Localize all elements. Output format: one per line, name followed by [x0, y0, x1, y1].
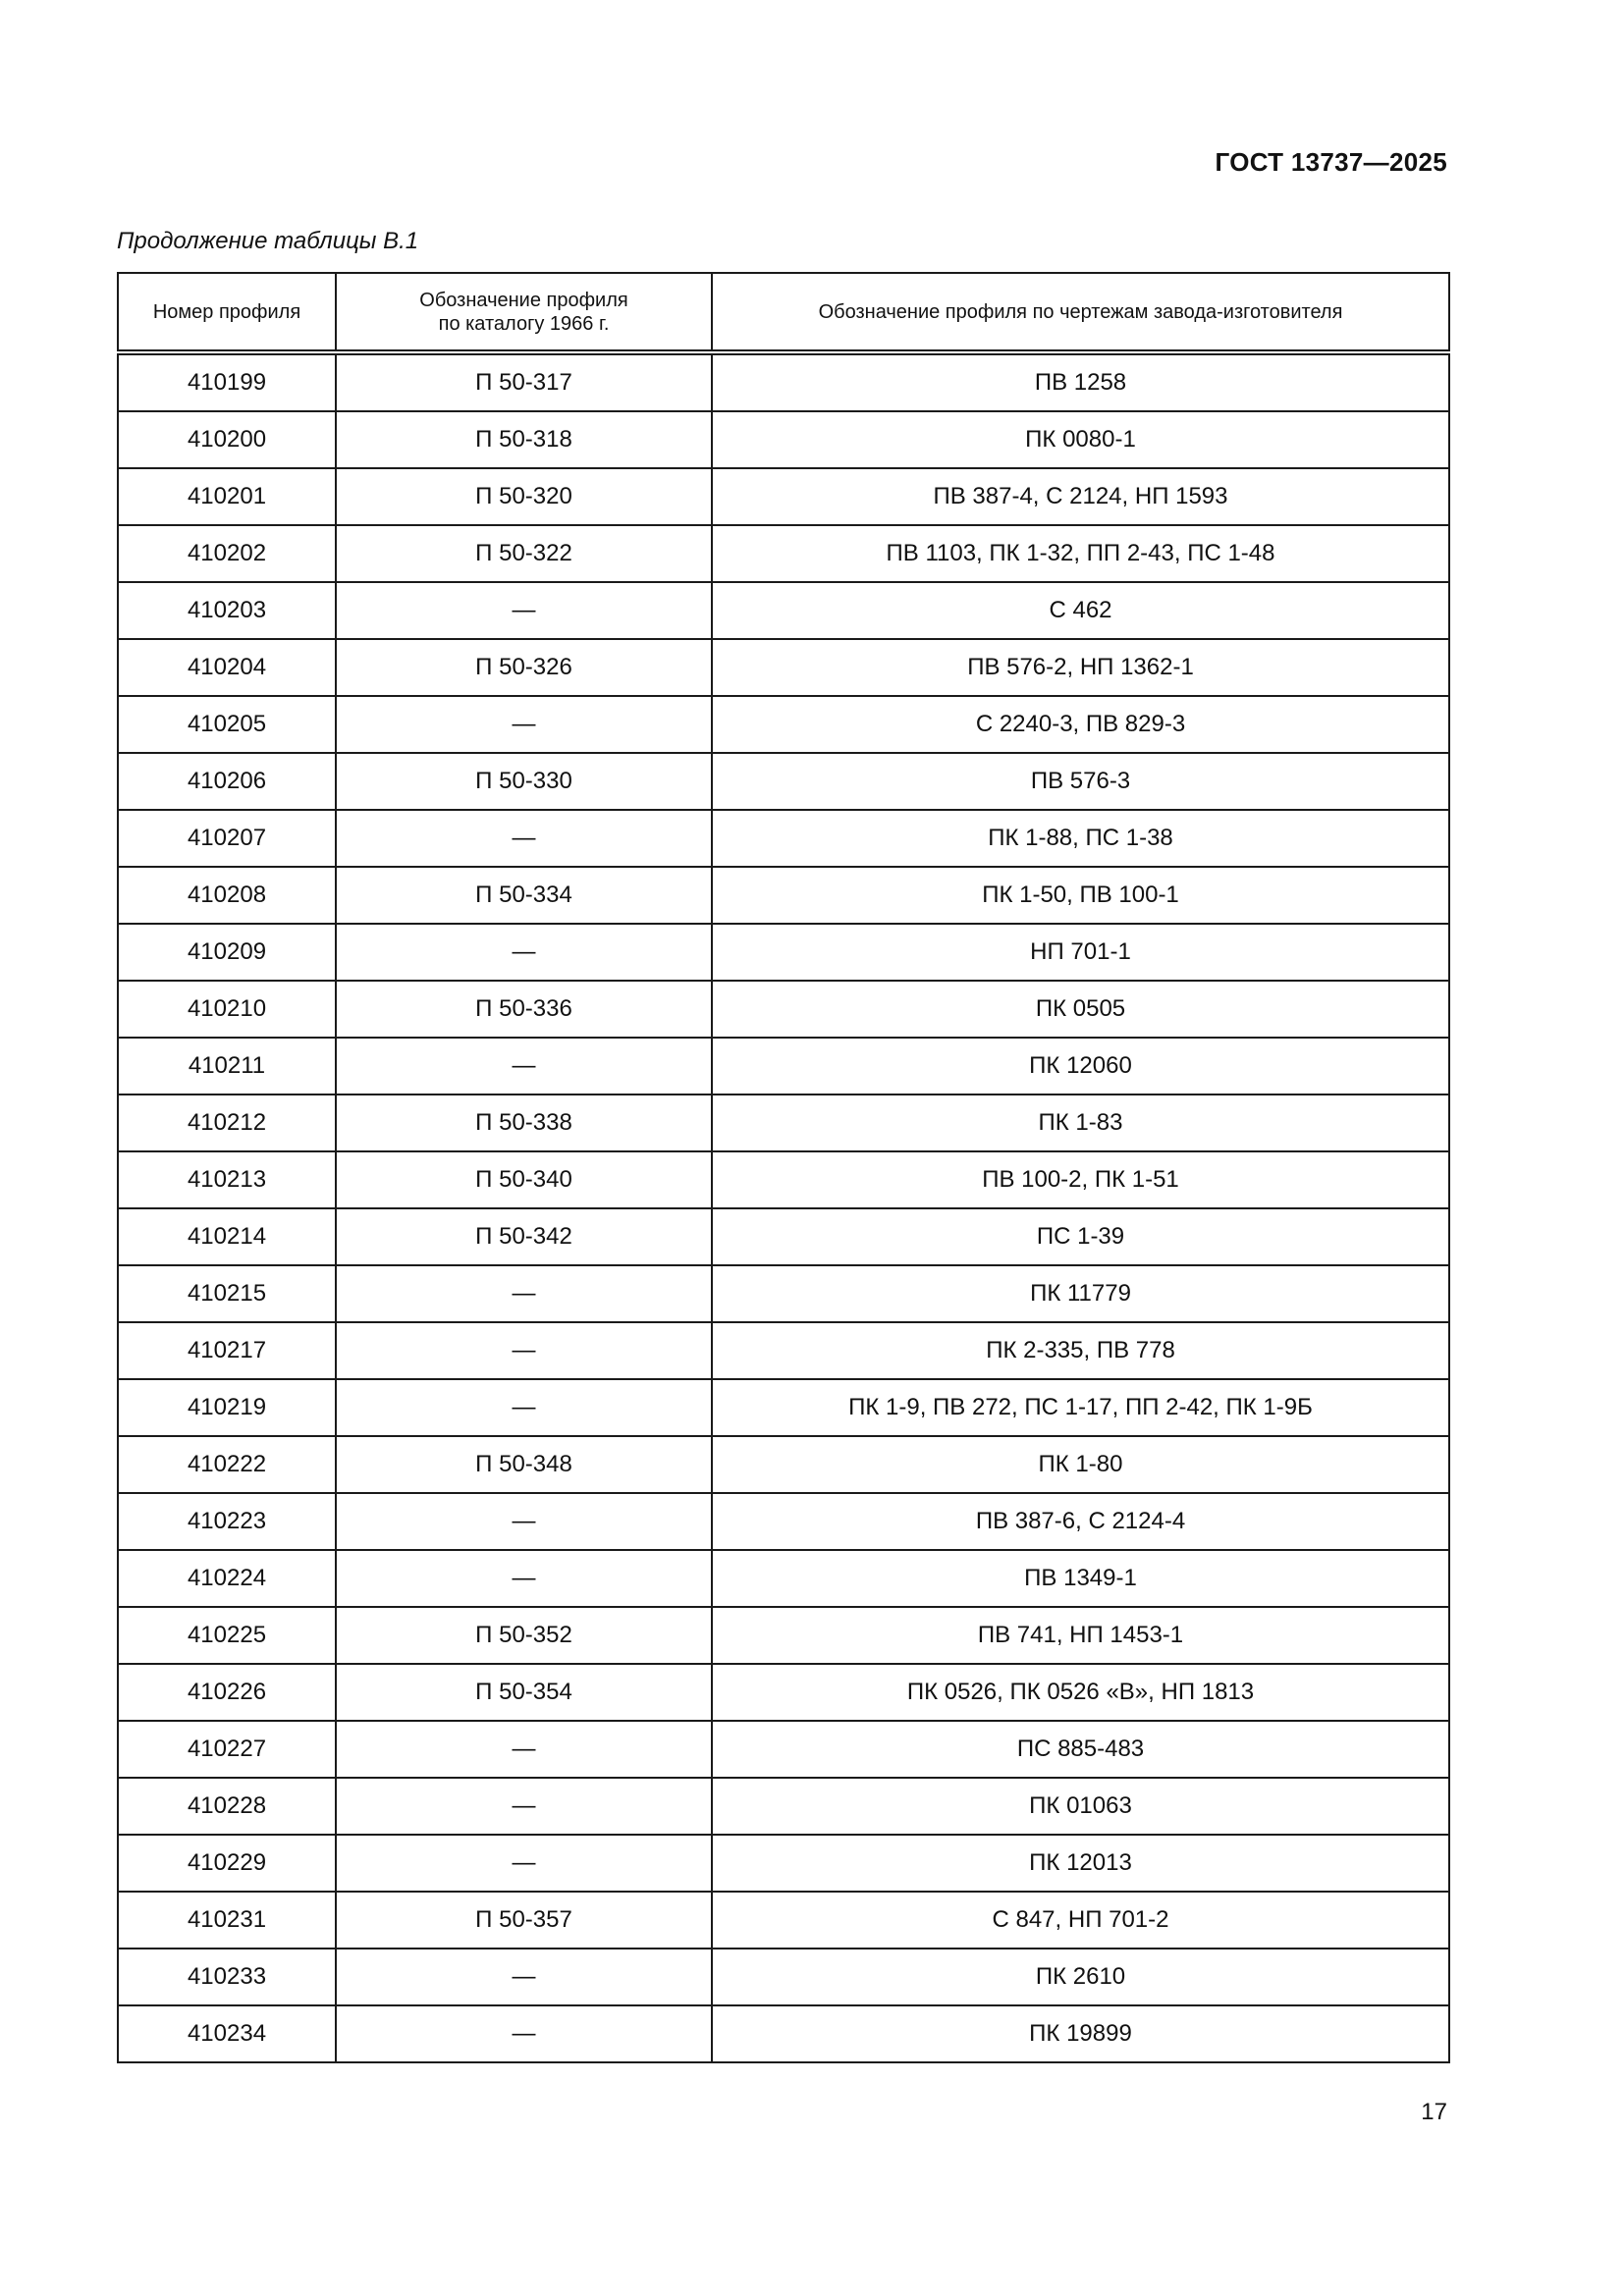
- table-row: [118, 696, 1449, 753]
- factory-designation-cell: ПК 1-9, ПВ 272, ПС 1-17, ПП 2-42, ПК 1-9Б: [712, 1379, 1449, 1436]
- factory-designation-cell: ПВ 387-6, С 2124-4: [712, 1493, 1449, 1550]
- factory-designation-cell: ПВ 576-3: [712, 753, 1449, 810]
- factory-designation-cell: С 847, НП 701-2: [712, 1892, 1449, 1949]
- catalog-designation-cell: —: [336, 924, 712, 981]
- catalog-designation-cell: П 50-352: [336, 1607, 712, 1664]
- table-row: [118, 468, 1449, 525]
- profile-number-cell: 410200: [118, 411, 336, 468]
- catalog-designation-cell: П 50-326: [336, 639, 712, 696]
- table-row: [118, 1095, 1449, 1151]
- table-row: [118, 639, 1449, 696]
- factory-designation-cell: ПК 1-80: [712, 1436, 1449, 1493]
- factory-designation-cell: ПК 1-83: [712, 1095, 1449, 1151]
- factory-designation-cell: ПК 12060: [712, 1038, 1449, 1095]
- profiles-table: [117, 272, 1450, 2063]
- table-caption: Продолжение таблицы В.1: [117, 228, 419, 254]
- profile-number-cell: 410229: [118, 1835, 336, 1892]
- factory-designation-cell: ПВ 1258: [712, 352, 1449, 411]
- profile-number-cell: 410201: [118, 468, 336, 525]
- factory-designation-cell: ПК 0080-1: [712, 411, 1449, 468]
- profile-number-cell: 410224: [118, 1550, 336, 1607]
- table-row: [118, 1038, 1449, 1095]
- table-header-row: [118, 273, 1449, 352]
- profile-number-cell: 410234: [118, 2005, 336, 2062]
- catalog-designation-cell: —: [336, 2005, 712, 2062]
- factory-designation-cell: ПК 0526, ПК 0526 «В», НП 1813: [712, 1664, 1449, 1721]
- profile-number-cell: 410226: [118, 1664, 336, 1721]
- catalog-designation-cell: П 50-320: [336, 468, 712, 525]
- factory-designation-cell: ПК 12013: [712, 1835, 1449, 1892]
- profile-number-cell: 410223: [118, 1493, 336, 1550]
- profile-number-cell: 410208: [118, 867, 336, 924]
- profile-number-cell: 410202: [118, 525, 336, 582]
- table-row: [118, 1892, 1449, 1949]
- factory-designation-cell: ПС 1-39: [712, 1208, 1449, 1265]
- document-code: ГОСТ 13737—2025: [1215, 147, 1447, 177]
- catalog-designation-cell: —: [336, 1322, 712, 1379]
- profile-number-cell: 410225: [118, 1607, 336, 1664]
- profile-number-cell: 410199: [118, 352, 336, 411]
- profile-number-cell: 410209: [118, 924, 336, 981]
- factory-designation-cell: ПВ 576-2, НП 1362-1: [712, 639, 1449, 696]
- factory-designation-cell: НП 701-1: [712, 924, 1449, 981]
- factory-designation-cell: ПК 2-335, ПВ 778: [712, 1322, 1449, 1379]
- table-row: [118, 582, 1449, 639]
- factory-designation-cell: ПВ 387-4, С 2124, НП 1593: [712, 468, 1449, 525]
- table-row: [118, 2005, 1449, 2062]
- catalog-designation-cell: П 50-317: [336, 352, 712, 411]
- factory-designation-cell: ПК 19899: [712, 2005, 1449, 2062]
- catalog-designation-cell: П 50-322: [336, 525, 712, 582]
- table-row: [118, 411, 1449, 468]
- table-row: [118, 1265, 1449, 1322]
- table-row: [118, 924, 1449, 981]
- catalog-designation-cell: П 50-348: [336, 1436, 712, 1493]
- table-row: [118, 1835, 1449, 1892]
- catalog-designation-cell: П 50-340: [336, 1151, 712, 1208]
- profile-number-cell: 410214: [118, 1208, 336, 1265]
- profile-number-cell: 410233: [118, 1949, 336, 2005]
- table-row: [118, 1493, 1449, 1550]
- factory-designation-cell: ПВ 741, НП 1453-1: [712, 1607, 1449, 1664]
- factory-designation-cell: ПК 2610: [712, 1949, 1449, 2005]
- catalog-designation-cell: —: [336, 810, 712, 867]
- table-row: [118, 1208, 1449, 1265]
- factory-designation-cell: ПК 0505: [712, 981, 1449, 1038]
- profile-number-cell: 410203: [118, 582, 336, 639]
- table-row: [118, 1949, 1449, 2005]
- factory-designation-cell: ПК 01063: [712, 1778, 1449, 1835]
- table-row: [118, 1550, 1449, 1607]
- catalog-designation-cell: П 50-354: [336, 1664, 712, 1721]
- catalog-designation-cell: П 50-318: [336, 411, 712, 468]
- catalog-designation-cell: —: [336, 696, 712, 753]
- catalog-designation-cell: —: [336, 1038, 712, 1095]
- table-row: [118, 525, 1449, 582]
- profile-number-cell: 410228: [118, 1778, 336, 1835]
- table-row: [118, 810, 1449, 867]
- catalog-designation-cell: П 50-336: [336, 981, 712, 1038]
- catalog-designation-cell: П 50-334: [336, 867, 712, 924]
- catalog-designation-cell: —: [336, 1379, 712, 1436]
- catalog-designation-cell: —: [336, 1265, 712, 1322]
- table-body: [118, 352, 1449, 2062]
- factory-designation-cell: ПС 885-483: [712, 1721, 1449, 1778]
- catalog-designation-cell: —: [336, 1550, 712, 1607]
- catalog-designation-cell: —: [336, 1721, 712, 1778]
- table-row: [118, 1664, 1449, 1721]
- table-row: [118, 981, 1449, 1038]
- profile-number-cell: 410207: [118, 810, 336, 867]
- page-number: 17: [1421, 2099, 1447, 2125]
- table-row: [118, 1151, 1449, 1208]
- factory-designation-cell: ПК 1-50, ПВ 100-1: [712, 867, 1449, 924]
- profile-number-cell: 410222: [118, 1436, 336, 1493]
- factory-designation-cell: ПВ 1103, ПК 1-32, ПП 2-43, ПС 1-48: [712, 525, 1449, 582]
- profile-number-cell: 410212: [118, 1095, 336, 1151]
- table-row: [118, 1607, 1449, 1664]
- catalog-designation-cell: П 50-338: [336, 1095, 712, 1151]
- profile-number-cell: 410210: [118, 981, 336, 1038]
- profile-number-cell: 410206: [118, 753, 336, 810]
- table-row: [118, 1721, 1449, 1778]
- profile-number-cell: 410231: [118, 1892, 336, 1949]
- profile-number-cell: 410213: [118, 1151, 336, 1208]
- profile-number-cell: 410204: [118, 639, 336, 696]
- table-row: [118, 352, 1449, 411]
- catalog-designation-cell: —: [336, 1835, 712, 1892]
- table-row: [118, 1379, 1449, 1436]
- factory-designation-cell: С 462: [712, 582, 1449, 639]
- catalog-designation-cell: —: [336, 1493, 712, 1550]
- table-row: [118, 1436, 1449, 1493]
- factory-designation-cell: С 2240-3, ПВ 829-3: [712, 696, 1449, 753]
- factory-designation-cell: ПВ 1349-1: [712, 1550, 1449, 1607]
- factory-designation-cell: ПК 11779: [712, 1265, 1449, 1322]
- column-header-profile-number: Номер профиля: [118, 273, 336, 352]
- table-row: [118, 1322, 1449, 1379]
- catalog-designation-cell: —: [336, 1778, 712, 1835]
- profile-number-cell: 410211: [118, 1038, 336, 1095]
- profile-number-cell: 410215: [118, 1265, 336, 1322]
- table-row: [118, 1778, 1449, 1835]
- catalog-designation-cell: —: [336, 582, 712, 639]
- profile-number-cell: 410217: [118, 1322, 336, 1379]
- catalog-designation-cell: П 50-342: [336, 1208, 712, 1265]
- profile-number-cell: 410227: [118, 1721, 336, 1778]
- catalog-designation-cell: П 50-357: [336, 1892, 712, 1949]
- column-header-factory-designation: Обозначение профиля по чертежам завода-изготовителя: [712, 273, 1449, 352]
- table-row: [118, 753, 1449, 810]
- column-header-catalog-designation: Обозначение профиля по каталогу 1966 г.: [336, 273, 712, 352]
- catalog-designation-cell: —: [336, 1949, 712, 2005]
- profile-number-cell: 410205: [118, 696, 336, 753]
- catalog-designation-cell: П 50-330: [336, 753, 712, 810]
- factory-designation-cell: ПК 1-88, ПС 1-38: [712, 810, 1449, 867]
- table-row: [118, 867, 1449, 924]
- profile-number-cell: 410219: [118, 1379, 336, 1436]
- factory-designation-cell: ПВ 100-2, ПК 1-51: [712, 1151, 1449, 1208]
